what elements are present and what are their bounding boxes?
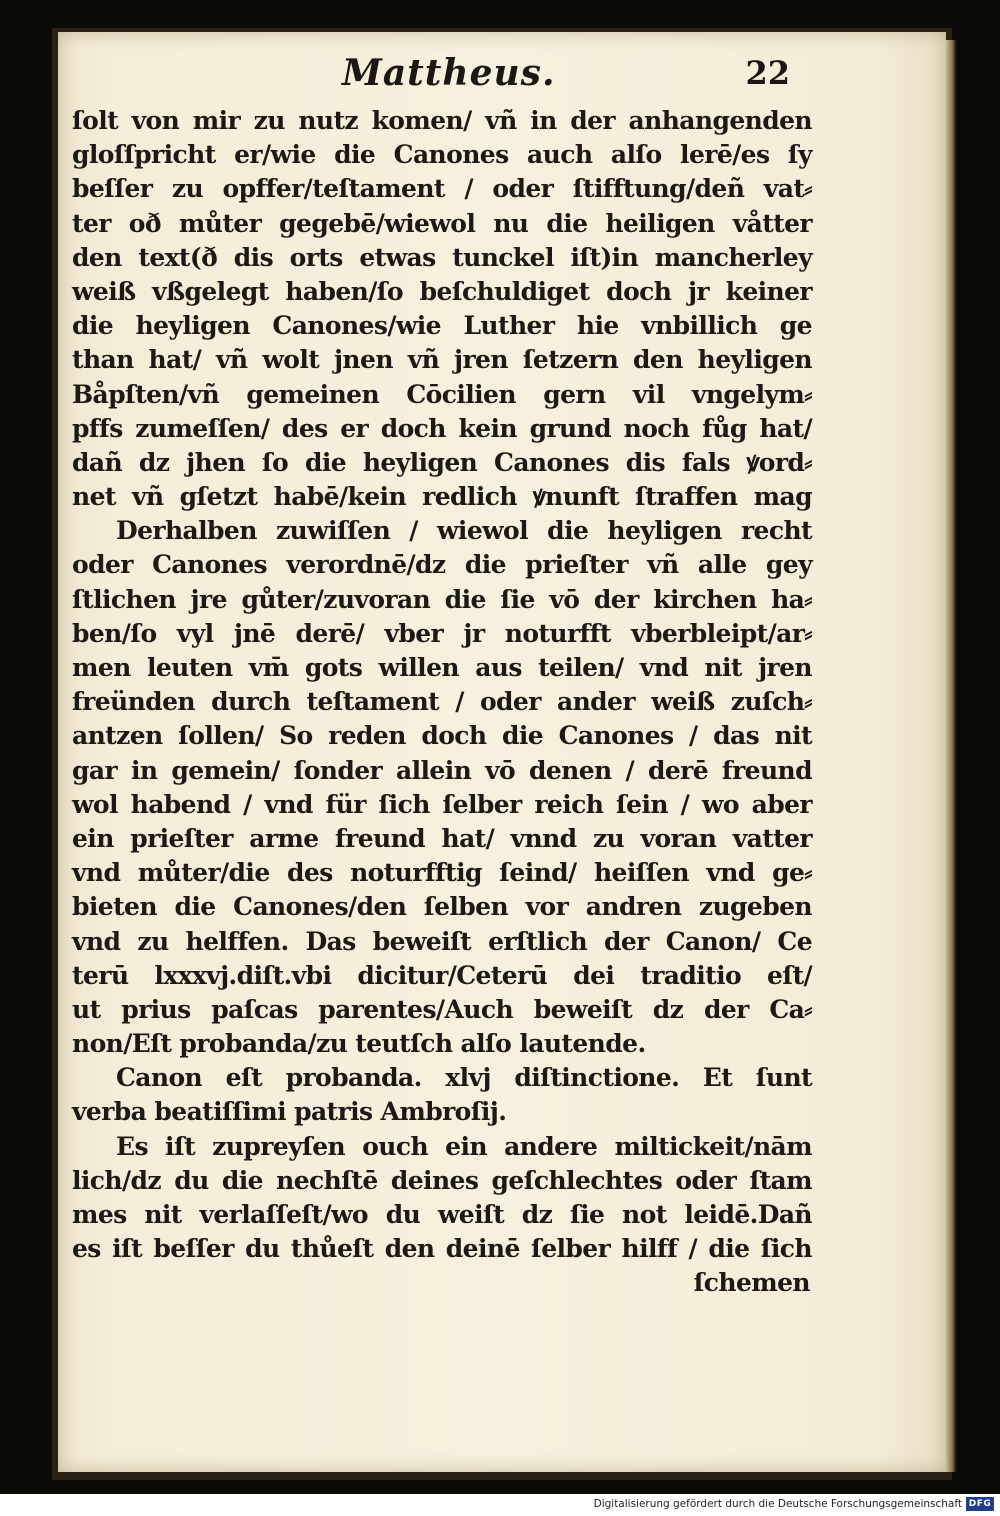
text-line: than hat/ vñ wolt jnen vñ jren ſetzern den heyligen [72,345,812,375]
text-line: freünden durch teſtament / oder ander weiß zuſch⸗ [72,687,812,717]
text-line: bieten die Canones/den ſelben vor andren zugeben [72,892,812,922]
text-line: dañ dz jhen ſo die heyligen Canones dis fals ꝟord⸗ [72,447,812,477]
text-line: ſolt von mir zu nutz komen/ vñ in der anhangenden [72,106,812,135]
text-line: die heyligen Canones/wie Luther hie vnbillich ge [72,311,812,341]
text-line: weiß vßgelegt haben/ſo beſchuldiget doch jr keiner [72,276,812,306]
text-line: pffs zumeſſen/ des er doch kein grund noch fůg hat/ [72,413,812,443]
text-line: ſtlichen jre gůter/zuvoran die ſie vō der kirchen ha⸗ [72,584,812,614]
text-line: terū lxxxvj.diſt.vbi dicitur/Ceterū dei traditio eſt/ [72,960,812,990]
canon-heading-line: Canon eſt probanda. xlvj diſtinctione. Et ſunt [116,1063,812,1093]
text-line: gar in gemein/ ſonder allein vō denen / derē freund [72,755,812,785]
text-line: mes nit verlaſſeſt/wo du weiſt dz ſie not leidē.Dañ [72,1200,812,1229]
text-line: vnd můter/die des noturfftig ſeind/ heiſſen vnd ge⸗ [72,858,812,888]
text-line: ben/ſo vyl jnē derē/ vber jr noturfft vberbleipt/ar⸗ [72,618,812,648]
footer-bar [0,1494,1000,1516]
text-line: ter oð můter gegebē/wiewol nu die heiligen våtter [72,208,812,238]
text-line: antzen ſollen/ So reden doch die Canones / das nit [72,721,812,751]
text-block [72,104,812,1301]
text-line: net vñ gſetzt habē/kein redlich ꝟnunft ſtraffen mag [72,482,812,512]
paragraph-start-line: Es iſt zupreyſen ouch ein andere miltickeit/nām [116,1131,812,1161]
text-line: vnd zu helffen. Das beweiſt erſtlich der Canon/ Ce [72,926,812,956]
text-line: ut prius paſcas parentes/Auch beweiſt dz der Ca⸗ [72,994,812,1024]
running-title: Mattheus. [342,52,556,94]
text-line: Båpſten/vñ gemeinen Cōcilien gern vil vngelym⸗ [72,379,812,409]
text-line: ein prieſter arme freund hat/ vnnd zu voran vatter [72,823,812,853]
paragraph-start-line: Derhalben zuwiſſen / wiewol die heyligen recht [116,516,812,546]
page-number: 22 [745,54,790,92]
text-line: es iſt beſſer du thůeſt den deinē ſelber hilff / die ſich [72,1234,812,1264]
text-line: den text(ð dis orts etwas tunckel iſt)in mancherley [72,242,812,272]
text-line: men leuten vm̄ gots willen aus teilen/ vnd nit jren [72,653,812,682]
text-line: wol habend / vnd für ſich ſelber reich ſein / wo aber [72,789,812,819]
funding-credit: Digitalisierung gefördert durch die Deutsche Forschungsgemeinschaft [593,1498,962,1510]
running-head [332,52,792,102]
dfg-logo-icon: DFG [966,1497,994,1511]
text-line: non/Eſt probanda/zu teutſch alſo lautende. [72,1029,646,1059]
page-edge [946,40,956,1472]
canon-heading-line: verba beatiſſimi patris Ambroſij. [72,1097,507,1127]
text-line: lich/dz du die nechſtē deines geſchlechtes oder ſtam [72,1165,812,1195]
text-line: beſſer zu opffer/teſtament / oder ſtifftung/deñ vat⸗ [72,174,812,204]
text-line: gloſſpricht er/wie die Canones auch alſo lerē/es ſy [72,140,812,170]
catchword: ſchemen [693,1268,810,1298]
text-line: oder Canones verordnē/dz die prieſter vñ alle gey [72,550,812,580]
